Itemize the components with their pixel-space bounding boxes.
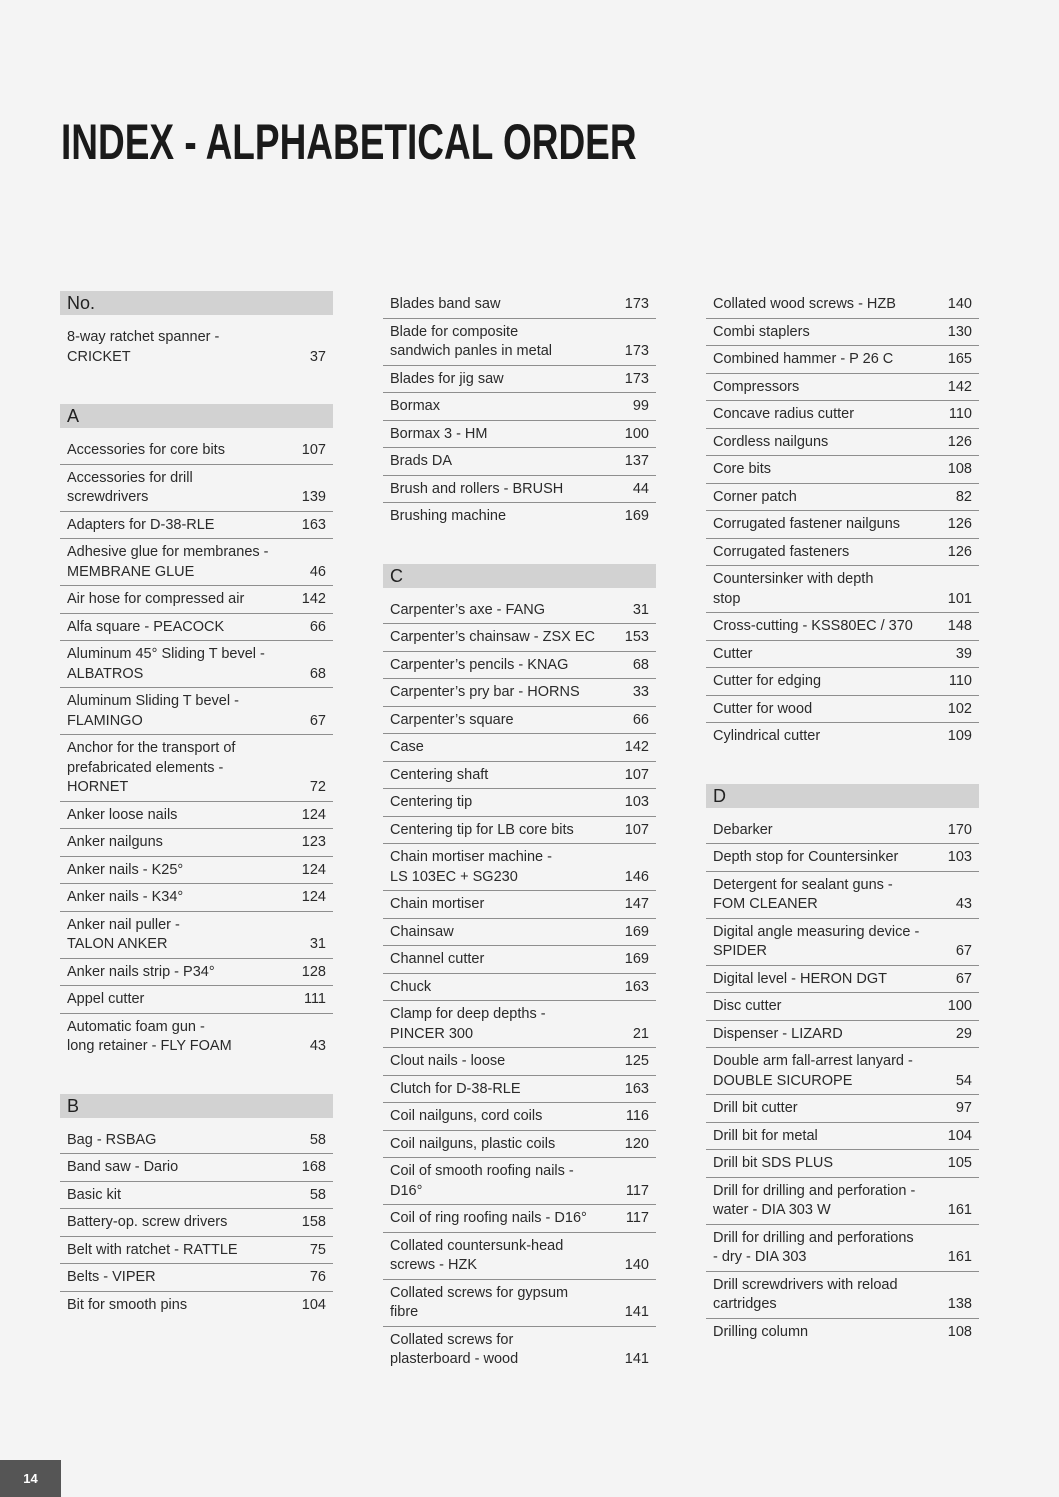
index-section — [383, 291, 656, 530]
entry-label: Double arm fall-arrest lanyard - DOUBLE SICUROPE — [713, 1053, 913, 1089]
entry-page: 66 — [632, 711, 649, 728]
entry-page: 43 — [955, 896, 972, 912]
index-entry — [383, 919, 656, 947]
entry-label: Cylindrical cutter — [713, 728, 821, 744]
entry-label: Collated countersunk-head screws - HZK — [390, 1237, 564, 1273]
entry-label: Accessories for drill screwdrivers — [67, 469, 193, 505]
entry-page: 37 — [309, 348, 326, 365]
entry-page: 66 — [309, 618, 326, 635]
entry-label: Carpenter’s chainsaw - ZSX EC — [390, 629, 595, 645]
index-entry — [706, 401, 979, 429]
entry-label: Digital angle measuring device - SPIDER — [713, 923, 920, 959]
index-entry — [706, 1048, 979, 1095]
entry-page: 116 — [625, 1108, 649, 1124]
entry-page: 103 — [947, 849, 972, 865]
entry-page: 169 — [624, 923, 649, 940]
entry-page: 153 — [624, 629, 649, 645]
entry-page: 58 — [309, 1131, 326, 1148]
entry-page: 104 — [947, 1127, 972, 1144]
entry-label: Carpenter’s axe - FANG — [390, 601, 545, 618]
entry-page: 107 — [301, 442, 326, 458]
index-entry — [383, 1048, 656, 1076]
index-entry — [60, 465, 333, 512]
entry-page: 111 — [303, 991, 326, 1007]
entry-page: 99 — [632, 398, 649, 414]
entry-page: 117 — [625, 1210, 649, 1226]
entry-label: Cross-cutting - KSS80EC / 370 — [713, 618, 913, 634]
entry-label: Drill screwdrivers with reload cartridges — [713, 1276, 898, 1312]
entry-page: 100 — [624, 425, 649, 442]
entry-label: Carpenter’s square — [390, 711, 514, 728]
entry-page: 124 — [301, 806, 326, 823]
entry-label: Coil of smooth roofing nails - D16° — [390, 1163, 574, 1199]
entry-label: Blades band saw — [390, 296, 501, 312]
section-gap — [706, 808, 979, 817]
entry-page: 67 — [955, 943, 972, 959]
entry-label: Drill bit SDS PLUS — [713, 1155, 834, 1171]
index-entry — [706, 723, 979, 750]
entry-page: 141 — [624, 1351, 649, 1367]
index-entry — [706, 1225, 979, 1272]
entry-label: Adhesive glue for membranes - MEMBRANE GLUE — [67, 544, 269, 580]
entry-page: 125 — [624, 1053, 649, 1069]
entry-list — [60, 1127, 333, 1319]
index-entry — [706, 1272, 979, 1319]
entry-page: 100 — [947, 998, 972, 1014]
entry-page: 163 — [624, 978, 649, 995]
entry-page: 97 — [955, 1100, 972, 1116]
index-entry — [706, 291, 979, 319]
entry-page: 142 — [301, 591, 326, 607]
index-column-3 — [706, 291, 979, 1345]
index-entry — [706, 539, 979, 567]
entry-page: 39 — [955, 645, 972, 662]
entry-page: 75 — [309, 1241, 326, 1258]
entry-label: Collated wood screws - HZB — [713, 296, 896, 312]
entry-page: 103 — [624, 794, 649, 810]
entry-page: 67 — [309, 712, 326, 729]
entry-page: 163 — [301, 516, 326, 533]
entry-label: Depth stop for Countersinker — [713, 849, 899, 865]
section-gap — [60, 1118, 333, 1127]
index-entry — [706, 872, 979, 919]
index-entry — [383, 817, 656, 845]
entry-page: 142 — [624, 739, 649, 755]
index-entry — [706, 566, 979, 613]
entry-list — [383, 597, 656, 1373]
index-entry — [706, 511, 979, 539]
section-header: B — [60, 1094, 333, 1118]
index-entry — [706, 696, 979, 724]
entry-label: Chain mortiser — [390, 896, 485, 912]
entry-label: Drill for drilling and perforation - water - DIA 303 W — [713, 1182, 916, 1218]
entry-label: Carpenter’s pencils - KNAG — [390, 656, 569, 673]
index-entry — [60, 802, 333, 830]
index-entry — [706, 319, 979, 347]
entry-page: 165 — [947, 351, 972, 367]
entry-label: Clout nails - loose — [390, 1053, 506, 1069]
entry-page: 107 — [624, 766, 649, 783]
entry-label: Anker loose nails — [67, 806, 178, 823]
entry-page: 68 — [632, 656, 649, 673]
index-entry — [60, 829, 333, 857]
entry-label: Air hose for compressed air — [67, 591, 245, 607]
entry-label: Digital level - HERON DGT — [713, 970, 888, 987]
entry-page: 169 — [624, 508, 649, 524]
index-entry — [706, 429, 979, 457]
index-entry — [383, 319, 656, 366]
index-entry — [60, 884, 333, 912]
entry-page: 161 — [947, 1249, 972, 1265]
entry-label: Cutter for wood — [713, 700, 813, 717]
index-entry — [60, 1209, 333, 1237]
index-entry — [60, 688, 333, 735]
entry-page: 126 — [947, 516, 972, 532]
entry-label: Clamp for deep depths - PINCER 300 — [390, 1006, 546, 1042]
entry-label: Belt with ratchet - RATTLE — [67, 1241, 238, 1258]
entry-list — [706, 291, 979, 750]
section-spacer — [383, 530, 656, 564]
entry-page: 141 — [624, 1304, 649, 1320]
index-entry — [383, 366, 656, 394]
index-entry — [60, 1127, 333, 1155]
entry-label: Drill bit cutter — [713, 1100, 798, 1116]
entry-page: 128 — [301, 963, 326, 980]
index-entry — [383, 974, 656, 1002]
entry-label: Channel cutter — [390, 951, 485, 967]
entry-label: 8-way ratchet spanner - CRICKET — [67, 329, 220, 365]
entry-label: Combined hammer - P 26 C — [713, 351, 894, 367]
index-entry — [60, 986, 333, 1014]
index-entry — [706, 668, 979, 696]
entry-label: Drilling column — [713, 1323, 809, 1340]
entry-page: 148 — [947, 618, 972, 634]
entry-label: Anker nailguns — [67, 834, 163, 850]
entry-label: Collated screws for gypsum fibre — [390, 1284, 569, 1320]
index-entry — [706, 1021, 979, 1049]
entry-page: 126 — [947, 543, 972, 560]
entry-label: Corner patch — [713, 488, 797, 505]
index-entry — [383, 844, 656, 891]
index-entry — [706, 844, 979, 872]
index-entry — [60, 324, 333, 370]
index-entry — [706, 613, 979, 641]
entry-label: Band saw - Dario — [67, 1159, 179, 1175]
entry-page: 107 — [624, 821, 649, 838]
entry-page: 110 — [948, 673, 972, 689]
section-gap — [383, 588, 656, 597]
index-entry — [60, 1292, 333, 1319]
entry-page: 147 — [624, 896, 649, 912]
entry-page: 104 — [301, 1296, 326, 1313]
entry-page: 109 — [947, 728, 972, 744]
entry-page: 76 — [309, 1269, 326, 1285]
entry-label: Collated screws for plasterboard - wood — [390, 1331, 519, 1367]
page-number: 14 — [0, 1460, 61, 1497]
entry-label: Appel cutter — [67, 991, 145, 1007]
index-entry — [383, 503, 656, 530]
entry-label: Disc cutter — [713, 998, 782, 1014]
entry-page: 139 — [301, 489, 326, 505]
entry-label: Chuck — [390, 978, 432, 995]
index-entry — [383, 624, 656, 652]
entry-label: Brads DA — [390, 453, 453, 469]
entry-page: 137 — [624, 453, 649, 469]
index-entry — [383, 476, 656, 504]
entry-page: 124 — [301, 861, 326, 878]
index-entry — [706, 1150, 979, 1178]
index-entry — [383, 393, 656, 421]
entry-label: Debarker — [713, 821, 773, 838]
entry-page: 105 — [947, 1155, 972, 1171]
index-entry — [383, 1103, 656, 1131]
entry-label: Corrugated fasteners — [713, 543, 850, 560]
index-entry — [706, 484, 979, 512]
entry-label: Coil nailguns, plastic coils — [390, 1135, 556, 1152]
entry-label: Bit for smooth pins — [67, 1296, 188, 1313]
entry-page: 31 — [309, 936, 326, 952]
entry-label: Corrugated fastener nailguns — [713, 516, 901, 532]
entry-page: 173 — [624, 296, 649, 312]
entry-label: Brush and rollers - BRUSH — [390, 480, 564, 497]
index-entry — [60, 857, 333, 885]
entry-label: Automatic foam gun - long retainer - FLY FOAM — [67, 1018, 232, 1054]
entry-page: 46 — [309, 563, 326, 580]
index-entry — [60, 641, 333, 688]
index-entry — [383, 707, 656, 735]
entry-page: 102 — [947, 700, 972, 717]
index-entry — [706, 817, 979, 845]
index-section — [706, 784, 979, 1346]
entry-page: 163 — [624, 1080, 649, 1097]
index-entry — [383, 762, 656, 790]
index-entry — [706, 919, 979, 966]
entry-list — [383, 291, 656, 530]
entry-page: 67 — [955, 970, 972, 987]
index-entry — [60, 586, 333, 614]
index-entry — [60, 512, 333, 540]
entry-label: Belts - VIPER — [67, 1269, 156, 1285]
entry-page: 68 — [309, 665, 326, 682]
index-entry — [706, 346, 979, 374]
section-spacer — [60, 370, 333, 404]
entry-list — [60, 324, 333, 370]
index-entry — [383, 1001, 656, 1048]
entry-page: 110 — [948, 406, 972, 422]
entry-page: 170 — [947, 821, 972, 838]
entry-label: Blades for jig saw — [390, 370, 504, 387]
index-entry — [383, 1205, 656, 1233]
entry-label: Core bits — [713, 461, 772, 477]
index-entry — [383, 1280, 656, 1327]
index-entry — [383, 1233, 656, 1280]
index-entry — [60, 1237, 333, 1265]
entry-page: 58 — [309, 1186, 326, 1203]
entry-page: 21 — [632, 1025, 649, 1042]
index-entry — [60, 614, 333, 642]
entry-label: Dispenser - LIZARD — [713, 1025, 843, 1042]
entry-label: Bormax 3 - HM — [390, 425, 488, 442]
entry-page: 33 — [632, 684, 649, 700]
index-entry — [60, 1014, 333, 1060]
entry-label: Combi staplers — [713, 323, 810, 340]
index-column-1 — [60, 291, 333, 1318]
page-title: INDEX - ALPHABETICAL ORDER — [61, 114, 637, 170]
index-entry — [383, 734, 656, 762]
entry-page: 108 — [947, 1323, 972, 1340]
entry-page: 173 — [624, 343, 649, 359]
section-spacer — [60, 1060, 333, 1094]
entry-page: 146 — [624, 868, 649, 885]
entry-label: Anker nails - K34° — [67, 889, 184, 905]
entry-label: Battery-op. screw drivers — [67, 1214, 228, 1230]
entry-label: Drill for drilling and perforations - dry - DIA 303 — [713, 1229, 914, 1265]
index-entry — [383, 679, 656, 707]
index-entry — [60, 1264, 333, 1292]
index-entry — [383, 291, 656, 319]
section-header: C — [383, 564, 656, 588]
index-entry — [383, 789, 656, 817]
entry-label: Anchor for the transport of prefabricated elements - HORNET — [67, 740, 236, 795]
index-section — [60, 404, 333, 1060]
section-gap — [60, 315, 333, 324]
entry-page: 108 — [947, 461, 972, 477]
entry-label: Case — [390, 739, 424, 755]
index-entry — [706, 456, 979, 484]
index-entry — [706, 1123, 979, 1151]
entry-page: 142 — [947, 378, 972, 395]
index-entry — [60, 1182, 333, 1210]
entry-page: 29 — [955, 1025, 972, 1042]
entry-page: 140 — [947, 296, 972, 312]
index-entry — [706, 1319, 979, 1346]
entry-page: 82 — [955, 488, 972, 505]
entry-list — [60, 437, 333, 1060]
entry-label: Accessories for core bits — [67, 442, 225, 458]
index-entry — [383, 1131, 656, 1159]
index-entry — [383, 1076, 656, 1104]
entry-label: Chain mortiser machine - LS 103EC + SG230 — [390, 849, 552, 885]
index-entry — [60, 912, 333, 959]
index-entry — [383, 652, 656, 680]
entry-page: 120 — [624, 1135, 649, 1152]
index-entry — [383, 1158, 656, 1205]
entry-page: 117 — [625, 1182, 649, 1199]
entry-page: 130 — [947, 323, 972, 340]
index-entry — [383, 1327, 656, 1373]
entry-label: Bag - RSBAG — [67, 1131, 157, 1148]
section-gap — [60, 428, 333, 437]
entry-label: Carpenter’s pry bar - HORNS — [390, 684, 580, 700]
entry-label: Blade for composite sandwich panles in metal — [390, 323, 553, 359]
entry-label: Countersinker with depth stop — [713, 571, 874, 607]
entry-page: 140 — [624, 1257, 649, 1273]
entry-label: Alfa square - PEACOCK — [67, 618, 225, 635]
section-header: No. — [60, 291, 333, 315]
index-entry — [706, 1178, 979, 1225]
entry-label: Anker nail puller - TALON ANKER — [67, 916, 180, 952]
entry-label: Aluminum Sliding T bevel - FLAMINGO — [67, 693, 239, 729]
index-entry — [60, 735, 333, 802]
index-section — [706, 291, 979, 750]
index-entry — [706, 993, 979, 1021]
index-entry — [60, 437, 333, 465]
entry-label: Centering tip for LB core bits — [390, 821, 574, 838]
entry-label: Centering shaft — [390, 766, 489, 783]
entry-page: 72 — [309, 779, 326, 795]
section-header: D — [706, 784, 979, 808]
index-column-2 — [383, 291, 656, 1373]
index-entry — [383, 448, 656, 476]
entry-label: Cutter — [713, 645, 753, 662]
entry-label: Anker nails - K25° — [67, 861, 184, 878]
entry-label: Detergent for sealant guns - FOM CLEANER — [713, 876, 893, 912]
entry-label: Bormax — [390, 398, 440, 414]
index-entry — [706, 641, 979, 669]
entry-page: 31 — [632, 601, 649, 618]
entry-page: 138 — [947, 1296, 972, 1312]
index-entry — [383, 891, 656, 919]
index-entry — [383, 421, 656, 449]
entry-label: Adapters for D-38-RLE — [67, 516, 215, 533]
entry-label: Cutter for edging — [713, 673, 822, 689]
entry-page: 123 — [301, 834, 326, 850]
index-entry — [60, 959, 333, 987]
entry-label: Cordless nailguns — [713, 433, 829, 450]
entry-page: 158 — [301, 1214, 326, 1230]
index-entry — [60, 539, 333, 586]
index-section — [60, 1094, 333, 1319]
entry-label: Anker nails strip - P34° — [67, 963, 215, 980]
index-entry — [383, 597, 656, 625]
index-entry — [706, 966, 979, 994]
entry-page: 126 — [947, 433, 972, 450]
entry-label: Clutch for D-38-RLE — [390, 1080, 521, 1097]
entry-page: 43 — [309, 1038, 326, 1054]
entry-label: Basic kit — [67, 1186, 121, 1203]
entry-label: Concave radius cutter — [713, 406, 855, 422]
index-entry — [706, 374, 979, 402]
entry-page: 54 — [955, 1072, 972, 1089]
entry-label: Coil nailguns, cord coils — [390, 1108, 543, 1124]
section-header: A — [60, 404, 333, 428]
entry-label: Aluminum 45° Sliding T bevel - ALBATROS — [67, 646, 265, 682]
entry-page: 124 — [301, 889, 326, 905]
entry-page: 161 — [947, 1202, 972, 1218]
entry-page: 168 — [301, 1159, 326, 1175]
entry-list — [706, 817, 979, 1346]
entry-page: 169 — [624, 951, 649, 967]
index-entry — [706, 1095, 979, 1123]
entry-label: Compressors — [713, 378, 800, 395]
entry-label: Chainsaw — [390, 923, 454, 940]
entry-page: 44 — [632, 480, 649, 497]
entry-page: 173 — [624, 370, 649, 387]
entry-label: Drill bit for metal — [713, 1127, 818, 1144]
entry-label: Brushing machine — [390, 508, 507, 524]
entry-page: 101 — [947, 590, 972, 607]
entry-label: Centering tip — [390, 794, 473, 810]
index-entry — [60, 1154, 333, 1182]
section-spacer — [706, 750, 979, 784]
index-entry — [383, 946, 656, 974]
entry-label: Coil of ring roofing nails - D16° — [390, 1210, 587, 1226]
index-section — [60, 291, 333, 370]
index-section — [383, 564, 656, 1373]
